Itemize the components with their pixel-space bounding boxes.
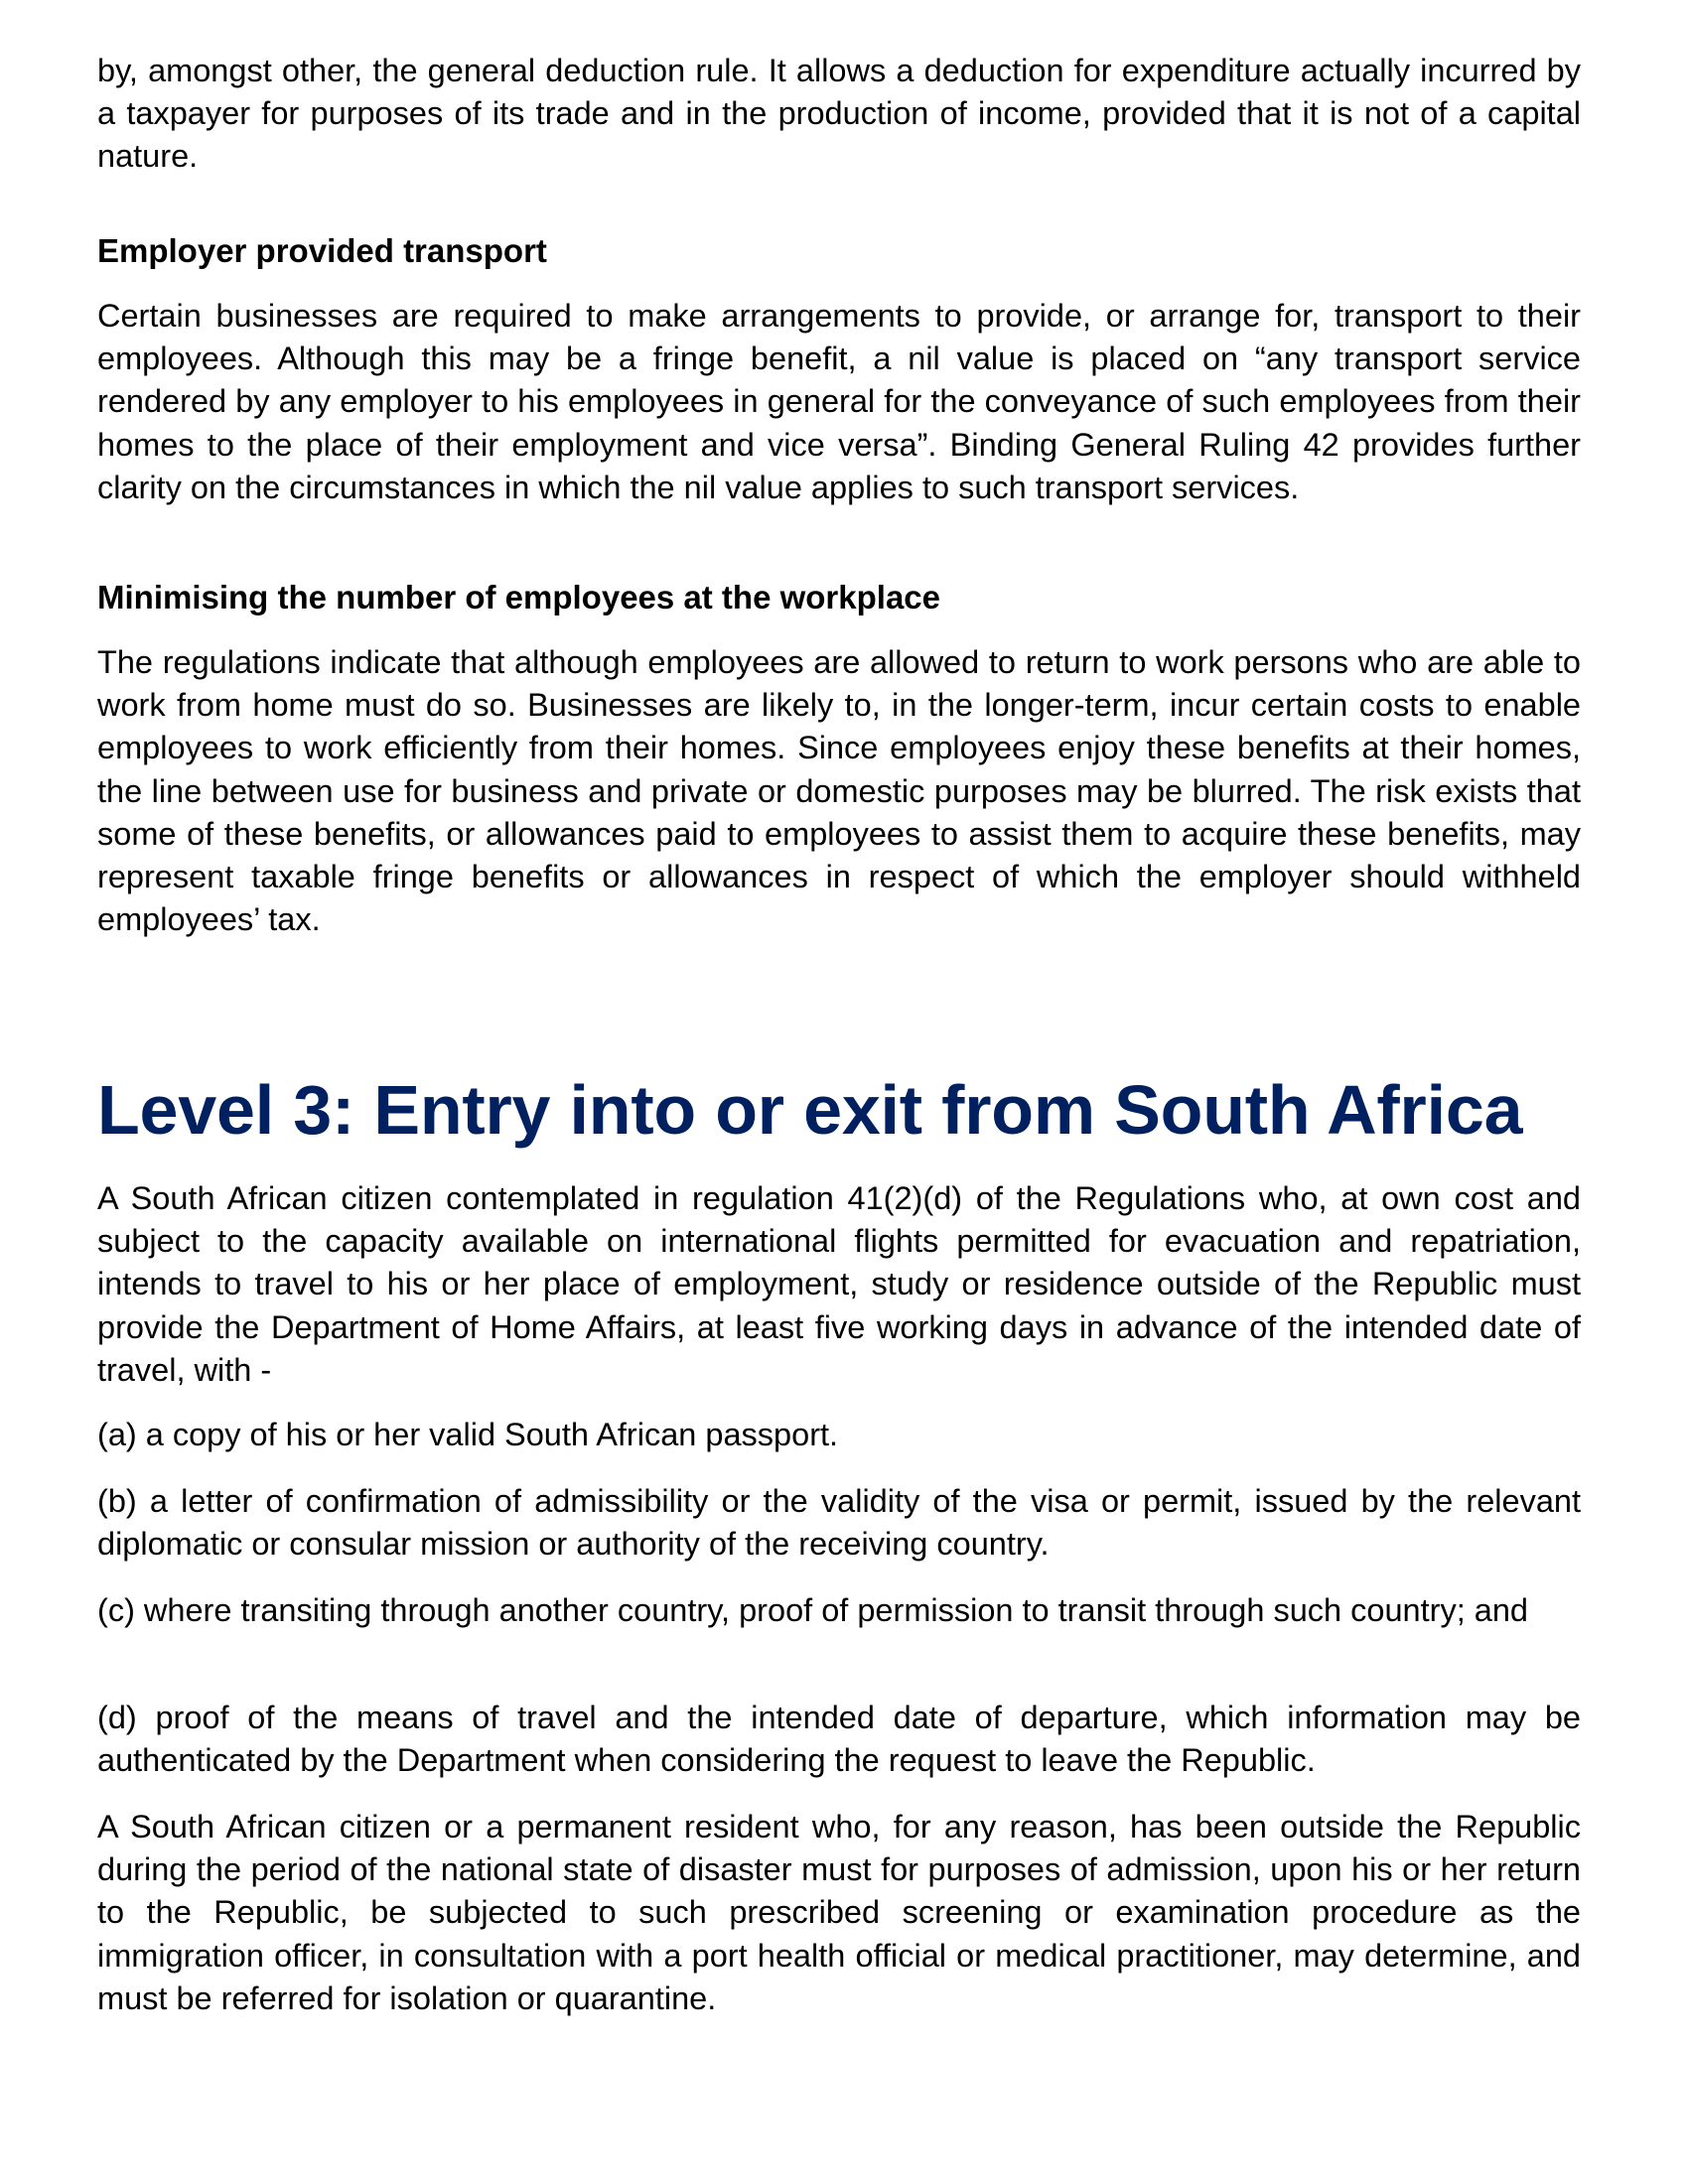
level3-intro-block <box>97 1177 1581 1392</box>
minimising-employees-body <box>97 641 1581 941</box>
intro-paragraph: by, amongst other, the general deduction rule. It allows a deduction for expenditure actually incurred by a taxpayer for purposes of its trade and in the production of income, provided that it is not of a capital nature. <box>97 53 1581 175</box>
level3-item-d <box>97 1697 1581 1782</box>
intro-section <box>97 50 1581 179</box>
level3-heading-block <box>97 1070 1581 1150</box>
employer-transport-paragraph: Certain businesses are required to make arrangements to provide, or arrange for, transport to their employees. Although this may be a fringe benefit, a nil value is placed on “any transport service rendered by any employer to his employees in general for the conveyance of such employees from their homes to the place of their employment and vice versa”. Binding General Ruling 42 provides further clarity on the circumstances in which the nil value applies to such transport services. <box>97 298 1581 505</box>
minimising-employees-heading: Minimising the number of employees at the workplace <box>97 579 941 615</box>
list-item: (a) a copy of his or her valid South African passport. <box>97 1417 839 1452</box>
level3-item-b <box>97 1480 1581 1566</box>
level3-intro-paragraph: A South African citizen contemplated in regulation 41(2)(d) of the Regulations who, at own cost and subject to the capacity available on international flights permitted for evacuation and repatriation, intends to travel to his or her place of employment, study or residence outside of the Republic must provide the Department of Home Affairs, at least five working days in advance of the intended date of travel, with - <box>97 1180 1581 1388</box>
level3-item-a <box>97 1414 1581 1456</box>
employer-transport-section <box>97 229 1581 272</box>
employer-transport-body <box>97 295 1581 509</box>
level3-item-c <box>97 1589 1581 1632</box>
list-item: (c) where transiting through another country, proof of permission to transit through such country; and <box>97 1592 1528 1628</box>
minimising-employees-paragraph: The regulations indicate that although employees are allowed to return to work persons who are able to work from home must do so. Businesses are likely to, in the longer-term, incur certain costs to enable employees to work efficiently from their homes. Since employees enjoy these benefits at their homes, the line between use for business and private or domestic purposes may be blurred. The risk exists that some of these benefits, or allowances paid to employees to assist them to acquire these benefits, may represent taxable fringe benefits or allowances in respect of which the employer should withheld employees’ tax. <box>97 644 1581 938</box>
list-item: (d) proof of the means of travel and the intended date of departure, which information may be authenticated by the Department when considering the request to leave the Republic. <box>97 1700 1581 1779</box>
employer-transport-heading: Employer provided transport <box>97 232 547 269</box>
list-item: (b) a letter of confirmation of admissibility or the validity of the visa or permit, issued by the relevant diplomatic or consular mission or authority of the receiving country. <box>97 1483 1581 1563</box>
minimising-employees-section <box>97 576 1581 618</box>
level3-heading: Level 3: Entry into or exit from South Africa <box>97 1071 1523 1149</box>
level3-closing-paragraph: A South African citizen or a permanent resident who, for any reason, has been outside the Republic during the period of the national state of disaster must for purposes of admission, upon his or her return to the Republic, be subjected to such prescribed screening or examination procedure as the immigration officer, in consultation with a port health official or medical practitioner, may determine, and must be referred for isolation or quarantine. <box>97 1809 1581 2016</box>
level3-closing-block <box>97 1806 1581 2020</box>
